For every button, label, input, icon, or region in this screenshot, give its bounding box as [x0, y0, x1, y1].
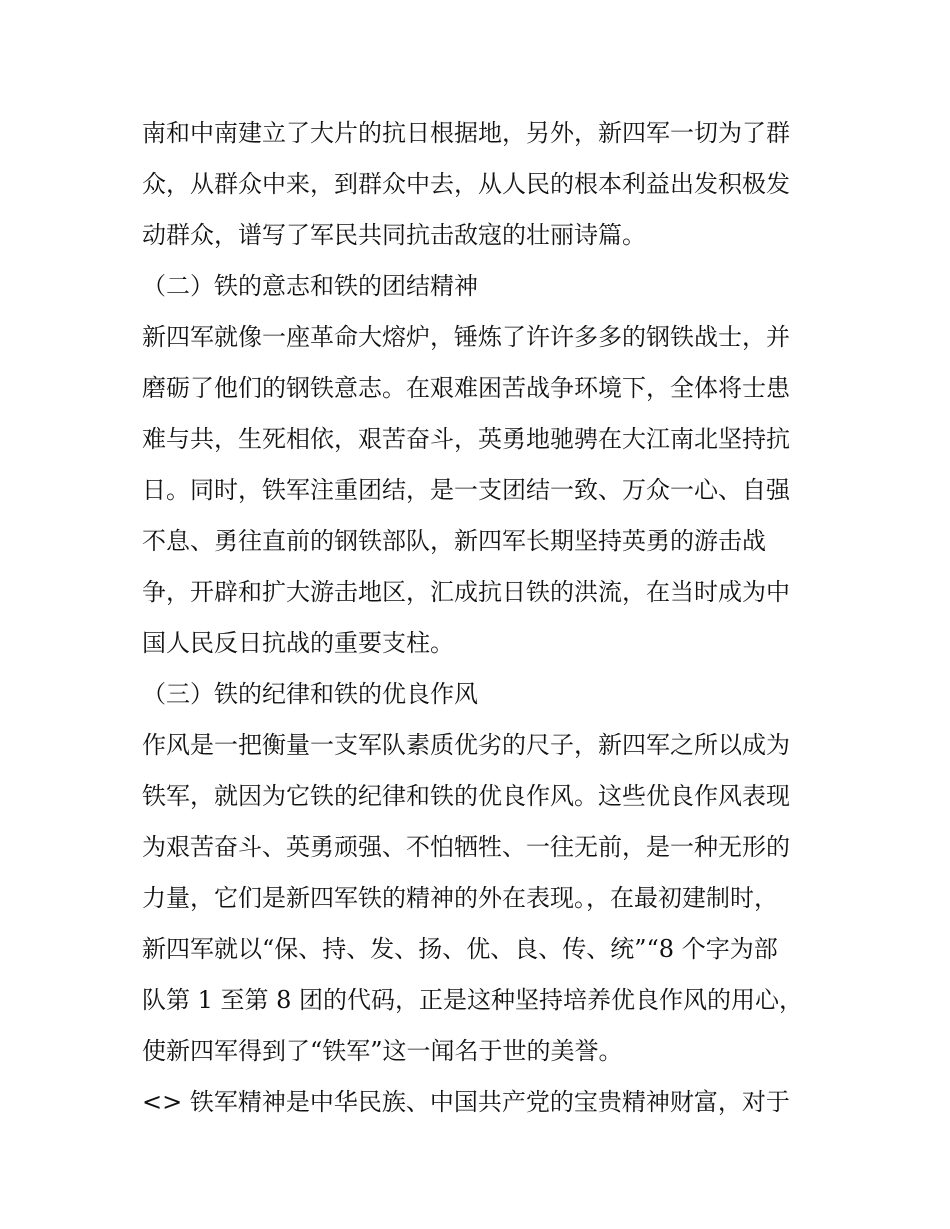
text-line: 为艰苦奋斗、英勇顽强、不怕牺牲、一往无前，是一种无形的: [142, 833, 790, 861]
text-line: 争，开辟和扩大游击地区，汇成抗日铁的洪流，在当时成为中: [142, 578, 790, 606]
section-heading: （三）铁的纪律和铁的优良作风: [142, 680, 478, 708]
text-line: 南和中南建立了大片的抗日根据地，另外，新四军一切为了群: [142, 119, 790, 147]
text-line: 铁军，就因为它铁的纪律和铁的优良作风。这些优良作风表现: [142, 782, 790, 810]
text-line: 动群众，谱写了军民共同抗击敌寇的壮丽诗篇。: [142, 221, 646, 249]
text-line: 力量，它们是新四军铁的精神的外在表现。，在最初建制时，: [142, 884, 778, 912]
text-line: 新四军就以“保、持、发、扬、优、良、传、统”“8 个字为部: [142, 935, 778, 963]
text-line: 不息、勇往直前的钢铁部队，新四军长期坚持英勇的游击战: [142, 527, 766, 555]
section-heading: （二）铁的意志和铁的团结精神: [142, 272, 478, 300]
text-line: 难与共，生死相依，艰苦奋斗，英勇地驰骋在大江南北坚持抗: [142, 425, 790, 453]
text-line: 众，从群众中来，到群众中去，从人民的根本利益出发积极发: [142, 170, 790, 198]
text-line: 作风是一把衡量一支军队素质优劣的尺子，新四军之所以成为: [142, 731, 790, 759]
text-line: 使新四军得到了“铁军”这一闻名于世的美誉。: [142, 1037, 623, 1065]
text-line: 国人民反日抗战的重要支柱。: [142, 629, 454, 657]
document-body: [142, 108, 822, 1128]
text-line: 新四军就像一座革命大熔炉，锤炼了许许多多的钢铁战士，并: [142, 323, 790, 351]
text-line: 日。同时，铁军注重团结，是一支团结一致、万众一心、自强: [142, 476, 790, 504]
text-line: 磨砺了他们的钢铁意志。在艰难困苦战争环境下，全体将士患: [142, 374, 790, 402]
text-line: <> 铁军精神是中华民族、中国共产党的宝贵精神财富，对于: [142, 1088, 790, 1116]
text-line: 队第 1 至第 8 团的代码，正是这种坚持培养优良作风的用心，: [142, 986, 804, 1014]
